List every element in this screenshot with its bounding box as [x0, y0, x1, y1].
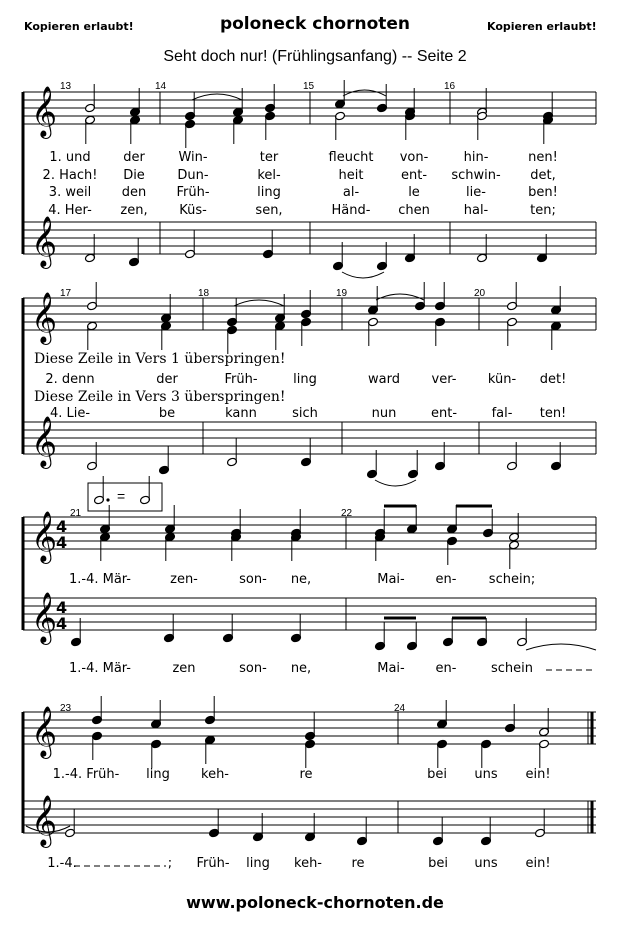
lyric-syllable: ward	[368, 372, 400, 387]
lyric-syllable: ter	[259, 150, 279, 165]
treble-clef-icon: 𝄞	[31, 216, 58, 267]
lyric-syllable: 1.-4. Früh-	[52, 767, 120, 782]
measure-number: 15	[303, 81, 315, 92]
slur	[342, 272, 384, 278]
lyric-syllable: al-	[342, 185, 360, 200]
lyric-syllable: 1.-4. Mär-	[68, 572, 132, 587]
lyric-syllable: Mai-	[377, 572, 405, 587]
treble-clef-icon: 𝄞	[31, 511, 58, 562]
lyric-syllable: chen	[398, 202, 430, 218]
lyric-syllable: kel-	[257, 167, 281, 183]
lyric-syllable: ent-	[430, 406, 458, 421]
lyric-syllable: Früh-	[176, 185, 210, 200]
lyric-syllable: Küs-	[179, 202, 207, 218]
lyric-syllable: ent-	[400, 167, 428, 183]
time-signature: 4	[56, 533, 68, 552]
footer-url: www.poloneck-chornoten.de	[186, 893, 444, 912]
lyric-syllable: 4. Her-	[48, 202, 92, 218]
measure-number: 13	[60, 81, 72, 92]
measure-number: 17	[60, 288, 72, 299]
lyric-syllable: 2. Hach!	[42, 167, 98, 183]
time-signature: 4	[56, 598, 68, 617]
lyric-syllable: Dun-	[177, 167, 209, 183]
lyric-syllable: der	[123, 150, 145, 165]
lyric-syllable: zen	[172, 661, 196, 676]
lyric-syllable: 1.-4. Mär-	[68, 661, 132, 676]
lyric-syllable: von-	[399, 150, 429, 165]
lyric-syllable: ben!	[528, 185, 558, 200]
lyric-syllable: ne,	[290, 572, 312, 587]
lyric-syllable: zen,	[120, 202, 148, 218]
lyric-syllable: re	[351, 856, 365, 871]
treble-clef-icon: 𝄞	[31, 292, 58, 343]
lyric-syllable: ling	[257, 185, 281, 200]
lyric-syllable: nen!	[528, 150, 558, 165]
treble-clef-icon: 𝄞	[31, 795, 58, 846]
lyric-syllable: schein;	[488, 572, 536, 587]
measure-number: 24	[394, 703, 406, 714]
lyric-syllable: uns	[474, 767, 498, 782]
skip-note-verse-1: Diese Zeile in Vers 1 überspringen!	[34, 351, 286, 367]
measure-number: 19	[336, 288, 348, 299]
treble-clef-icon: 𝄞	[31, 706, 58, 757]
lyric-syllable: ling	[246, 856, 270, 871]
time-signature: 4	[56, 517, 68, 536]
lyric-syllable: kann	[225, 406, 257, 421]
lyric-syllable: Die	[123, 167, 145, 183]
measure-number: 22	[341, 508, 353, 519]
measure-number: 16	[444, 81, 456, 92]
slur	[192, 94, 242, 100]
lyric-syllable: zen-	[170, 572, 198, 587]
lyric-syllable: schwin-	[451, 167, 501, 183]
lyric-syllable: son-	[239, 572, 267, 587]
treble-clef-icon: 𝄞	[31, 592, 58, 643]
measure-number: 18	[198, 288, 210, 299]
slur	[376, 294, 424, 300]
lyric-syllable: ver-	[431, 372, 457, 387]
lyric-syllable: Früh-	[196, 856, 230, 871]
treble-clef-icon: 𝄞	[31, 416, 58, 467]
treble-clef-icon: 𝄞	[31, 86, 58, 137]
slur	[234, 300, 284, 306]
lyric-syllable: Mai-	[377, 661, 405, 676]
lyric-syllable: bei	[428, 856, 448, 871]
measure-number: 20	[474, 288, 486, 299]
lyric-syllable: nun	[371, 406, 397, 421]
lyric-syllable: heit	[338, 167, 364, 183]
lyric-syllable: Win-	[178, 150, 208, 165]
lyric-syllable: keh-	[201, 767, 229, 782]
copy-notice-left: Kopieren erlaubt!	[24, 20, 134, 33]
copy-notice-right: Kopieren erlaubt!	[487, 20, 597, 33]
lyric-syllable: kün-	[487, 372, 517, 387]
lyric-syllable: Früh-	[224, 372, 258, 387]
lyric-syllable: fleucht	[328, 150, 374, 165]
measure-number: 21	[70, 508, 82, 519]
lyric-syllable: ;	[167, 856, 173, 871]
slur	[375, 480, 416, 486]
measure-number: 23	[60, 703, 72, 714]
tempo-equals: =	[117, 488, 126, 504]
lyric-syllable: hin-	[463, 150, 489, 165]
lyric-syllable: ling	[146, 767, 170, 782]
lyric-syllable: ein!	[525, 856, 551, 871]
note-dot	[106, 498, 109, 501]
lyric-syllable: re	[299, 767, 313, 782]
lyric-syllable: 3. weil	[48, 185, 92, 200]
lyric-syllable: sich	[292, 406, 318, 421]
lyric-syllable: ein!	[525, 767, 551, 782]
lyric-syllable: ten!	[539, 406, 567, 421]
lyric-syllable: det,	[530, 167, 556, 183]
lyric-syllable: Händ-	[331, 202, 371, 218]
lyric-syllable: sen,	[255, 202, 283, 218]
lyric-syllable: lie-	[466, 185, 486, 200]
lyric-syllable: den	[121, 185, 147, 200]
lyric-syllable: be	[158, 406, 176, 421]
lyric-syllable: 2. denn	[45, 372, 95, 387]
lyric-syllable: ten;	[530, 202, 556, 218]
song-subtitle: Seht doch nur! (Frühlingsanfang) -- Seite 2	[163, 48, 467, 65]
measure-number: 14	[155, 81, 167, 92]
brand-title: poloneck chornoten	[219, 14, 411, 34]
skip-note-verse-3: Diese Zeile in Vers 3 überspringen!	[34, 389, 286, 405]
lyric-syllable: hal-	[463, 202, 489, 218]
lyric-syllable: fal-	[491, 406, 513, 421]
lyric-syllable: bei	[427, 767, 447, 782]
slur	[526, 644, 596, 650]
lyric-syllable: uns	[474, 856, 498, 871]
lyric-syllable: 1.-4.	[47, 856, 77, 871]
lyric-syllable: det!	[539, 372, 567, 387]
lyric-syllable: 4. Lie-	[49, 406, 91, 421]
lyric-syllable: 1. und	[49, 150, 91, 165]
lyric-syllable: en-	[435, 661, 457, 676]
lyric-syllable: son-	[239, 661, 267, 676]
lyric-syllable: le	[408, 185, 420, 200]
lyric-syllable: schein	[490, 661, 534, 676]
time-signature: 4	[56, 614, 68, 633]
lyric-syllable: der	[156, 372, 178, 387]
slur	[343, 90, 386, 96]
lyric-syllable: keh-	[294, 856, 322, 871]
lyric-syllable: ne,	[290, 661, 312, 676]
lyric-syllable: en-	[435, 572, 457, 587]
lyric-syllable: ling	[293, 372, 317, 387]
